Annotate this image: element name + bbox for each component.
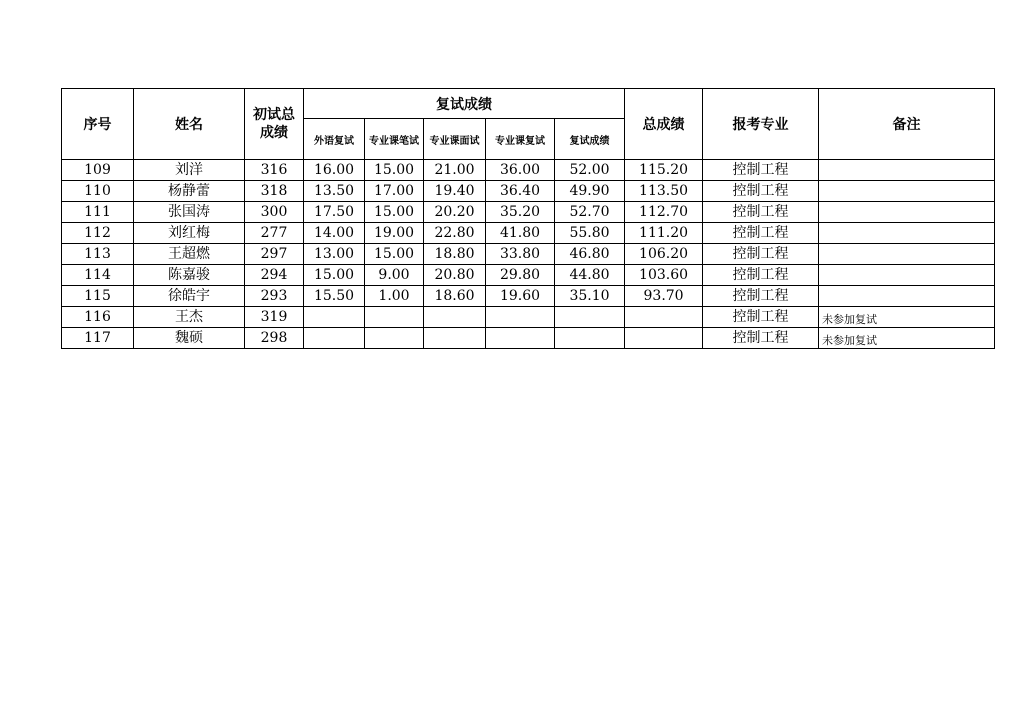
cell-name: 徐皓宇 <box>134 286 245 307</box>
header-major-interview: 专业课面试 <box>424 119 486 160</box>
cell-initial: 316 <box>245 160 304 181</box>
cell-foreign: 17.50 <box>304 202 365 223</box>
cell-foreign <box>304 328 365 349</box>
cell-major: 控制工程 <box>703 265 819 286</box>
cell-initial: 298 <box>245 328 304 349</box>
cell-written: 15.00 <box>365 202 424 223</box>
cell-seq: 117 <box>62 328 134 349</box>
header-major-retest: 专业课复试 <box>486 119 555 160</box>
header-major-written: 专业课笔试 <box>365 119 424 160</box>
cell-initial: 277 <box>245 223 304 244</box>
cell-remark <box>819 202 995 223</box>
cell-total: 112.70 <box>625 202 703 223</box>
cell-total: 103.60 <box>625 265 703 286</box>
cell-foreign: 15.50 <box>304 286 365 307</box>
cell-name: 张国涛 <box>134 202 245 223</box>
cell-retest-score <box>555 328 625 349</box>
cell-remark: 未参加复试 <box>819 307 995 328</box>
cell-initial: 319 <box>245 307 304 328</box>
cell-foreign: 13.00 <box>304 244 365 265</box>
cell-major: 控制工程 <box>703 160 819 181</box>
cell-written: 15.00 <box>365 160 424 181</box>
header-foreign-retest: 外语复试 <box>304 119 365 160</box>
cell-initial: 294 <box>245 265 304 286</box>
header-initial-total <box>245 89 304 160</box>
cell-total: 111.20 <box>625 223 703 244</box>
cell-total <box>625 328 703 349</box>
cell-retest-score: 35.10 <box>555 286 625 307</box>
cell-retest-score: 52.00 <box>555 160 625 181</box>
table-row <box>62 307 995 328</box>
cell-retest-score: 52.70 <box>555 202 625 223</box>
cell-total <box>625 307 703 328</box>
cell-major: 控制工程 <box>703 181 819 202</box>
cell-interview: 18.80 <box>424 244 486 265</box>
cell-interview <box>424 328 486 349</box>
cell-remark <box>819 160 995 181</box>
cell-written: 9.00 <box>365 265 424 286</box>
cell-retest-major <box>486 328 555 349</box>
cell-retest-score: 44.80 <box>555 265 625 286</box>
cell-foreign <box>304 307 365 328</box>
cell-interview: 20.80 <box>424 265 486 286</box>
cell-seq: 111 <box>62 202 134 223</box>
cell-retest-score <box>555 307 625 328</box>
cell-written: 15.00 <box>365 244 424 265</box>
table-row <box>62 202 995 223</box>
cell-seq: 113 <box>62 244 134 265</box>
cell-retest-major: 41.80 <box>486 223 555 244</box>
cell-foreign: 13.50 <box>304 181 365 202</box>
cell-major: 控制工程 <box>703 328 819 349</box>
cell-initial: 318 <box>245 181 304 202</box>
table-row <box>62 328 995 349</box>
header-seq: 序号 <box>62 89 134 160</box>
cell-initial: 293 <box>245 286 304 307</box>
cell-name: 刘红梅 <box>134 223 245 244</box>
cell-retest-score: 49.90 <box>555 181 625 202</box>
header-row <box>62 89 995 119</box>
cell-major: 控制工程 <box>703 223 819 244</box>
cell-major: 控制工程 <box>703 307 819 328</box>
cell-retest-major: 36.40 <box>486 181 555 202</box>
cell-total: 106.20 <box>625 244 703 265</box>
cell-total: 115.20 <box>625 160 703 181</box>
cell-written: 1.00 <box>365 286 424 307</box>
cell-seq: 110 <box>62 181 134 202</box>
cell-remark <box>819 181 995 202</box>
cell-written <box>365 328 424 349</box>
table-row <box>62 265 995 286</box>
cell-name: 王杰 <box>134 307 245 328</box>
cell-foreign: 16.00 <box>304 160 365 181</box>
cell-interview <box>424 307 486 328</box>
cell-written: 19.00 <box>365 223 424 244</box>
cell-written: 17.00 <box>365 181 424 202</box>
cell-major: 控制工程 <box>703 202 819 223</box>
cell-foreign: 14.00 <box>304 223 365 244</box>
cell-major: 控制工程 <box>703 286 819 307</box>
header-remark: 备注 <box>819 89 995 160</box>
cell-seq: 115 <box>62 286 134 307</box>
cell-seq: 116 <box>62 307 134 328</box>
cell-retest-major: 36.00 <box>486 160 555 181</box>
cell-remark <box>819 223 995 244</box>
cell-seq: 109 <box>62 160 134 181</box>
table-row <box>62 181 995 202</box>
header-major: 报考专业 <box>703 89 819 160</box>
cell-retest-major: 33.80 <box>486 244 555 265</box>
table-header <box>62 89 995 160</box>
header-retest-group: 复试成绩 <box>304 89 625 119</box>
cell-written <box>365 307 424 328</box>
cell-total: 93.70 <box>625 286 703 307</box>
cell-interview: 22.80 <box>424 223 486 244</box>
header-name: 姓名 <box>134 89 245 160</box>
cell-retest-score: 55.80 <box>555 223 625 244</box>
header-total: 总成绩 <box>625 89 703 160</box>
cell-seq: 112 <box>62 223 134 244</box>
cell-retest-major: 35.20 <box>486 202 555 223</box>
cell-initial: 297 <box>245 244 304 265</box>
cell-interview: 18.60 <box>424 286 486 307</box>
cell-initial: 300 <box>245 202 304 223</box>
cell-total: 113.50 <box>625 181 703 202</box>
score-table <box>61 88 995 349</box>
cell-interview: 19.40 <box>424 181 486 202</box>
table-row <box>62 244 995 265</box>
cell-retest-score: 46.80 <box>555 244 625 265</box>
table-row <box>62 286 995 307</box>
header-retest-score: 复试成绩 <box>555 119 625 160</box>
table-row <box>62 223 995 244</box>
cell-retest-major: 29.80 <box>486 265 555 286</box>
cell-seq: 114 <box>62 265 134 286</box>
cell-remark <box>819 265 995 286</box>
cell-interview: 20.20 <box>424 202 486 223</box>
header-initial-total-line1: 初试总 <box>253 107 295 123</box>
cell-interview: 21.00 <box>424 160 486 181</box>
cell-name: 刘洋 <box>134 160 245 181</box>
cell-retest-major: 19.60 <box>486 286 555 307</box>
table-body <box>62 160 995 349</box>
cell-name: 魏硕 <box>134 328 245 349</box>
table-row <box>62 160 995 181</box>
cell-remark <box>819 286 995 307</box>
cell-name: 杨静蕾 <box>134 181 245 202</box>
cell-name: 王超燃 <box>134 244 245 265</box>
cell-name: 陈嘉骏 <box>134 265 245 286</box>
cell-remark: 未参加复试 <box>819 328 995 349</box>
cell-retest-major <box>486 307 555 328</box>
header-initial-total-line2: 成绩 <box>260 125 288 141</box>
cell-remark <box>819 244 995 265</box>
cell-major: 控制工程 <box>703 244 819 265</box>
cell-foreign: 15.00 <box>304 265 365 286</box>
